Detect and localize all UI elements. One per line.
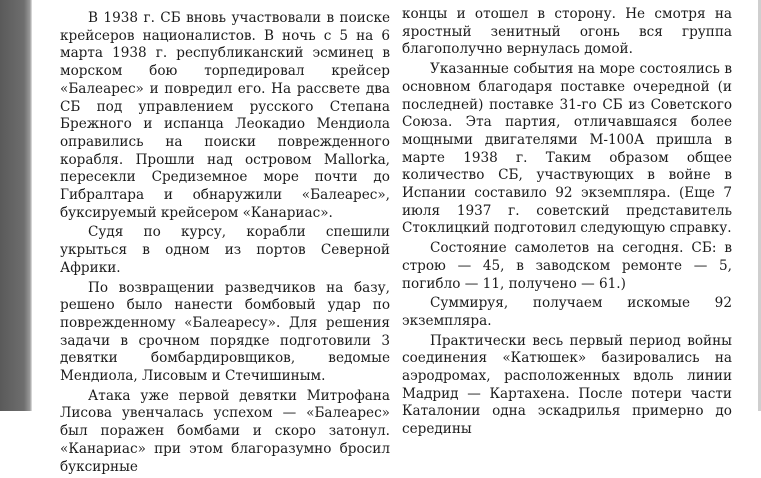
paragraph: Указанные события на море состоялись в основном благодаря поставке очередной (и последней) поставке 31-го СБ из Советского Союза. Эта партия, отличавшаяся более мощными двигателями М-100А пришла в марте 1938 г. Таким образом общее количество СБ, участвующих в войне в Испании составило 92 экземпляра. (Еще 7 июля 1937 г. советский представитель Стоклицкий подготовил следующую справку. xyxy=(402,61,732,237)
paragraph-continued: концы и отошел в сторону. Не смотря на яростный зенитный огонь вся группа благополучно вернулась домой. xyxy=(402,6,732,58)
paragraph: Суммируя, получаем искомые 92 экземпляра. xyxy=(402,295,732,329)
left-column xyxy=(60,10,390,478)
paragraph: Атака уже первой девятки Митрофана Лисова увенчалась успехом — «Балеарес» был поражен бомбами и скоро затонул. «Канариас» при этом благоразумно бросил буксирные xyxy=(60,387,390,475)
paragraph: По возвращении разведчиков на базу, решено было нанести бомбовый удар по поврежденному «Балеаресу». Для решения задачи в срочном порядке подготовили 3 девятки бомбардировщиков, ведомые Мендиола, Лисовым и Стечишиным. xyxy=(60,279,390,385)
right-column xyxy=(402,6,732,441)
paragraph: Состояние самолетов на сегодня. СБ: в строю — 45, в заводском ремонте — 5, погибло — 11, получено — 61.) xyxy=(402,240,732,292)
page-binding-shadow xyxy=(0,0,32,411)
paragraph: Судя по курсу, корабли спешили укрыться в одном из портов Северной Африки. xyxy=(60,224,390,276)
paragraph: В 1938 г. СБ вновь участвовали в поиске крейсеров националистов. В ночь с 5 на 6 марта 1938 г. республиканский эсминец в морском бою торпедировал крейсер «Балеарес» и повредил его. На рассвете два СБ под управлением русского Степана Брежного и испанца Леокадио Мендиола оправились на поиски поврежденного корабля. Прошли над островом Mallorka, пересекли Средиземное море почти до Гибралтара и обнаружили «Балеарес», буксируемый крейсером «Канариас». xyxy=(60,10,390,221)
book-page xyxy=(60,6,732,475)
paragraph: Практически весь первый период войны соединения «Катюшек» базировались на аэродромах, расположенных вдоль линии Мадрид — Картахена. После потери части Каталонии одна эскадрилья примерно до середины xyxy=(402,332,732,438)
